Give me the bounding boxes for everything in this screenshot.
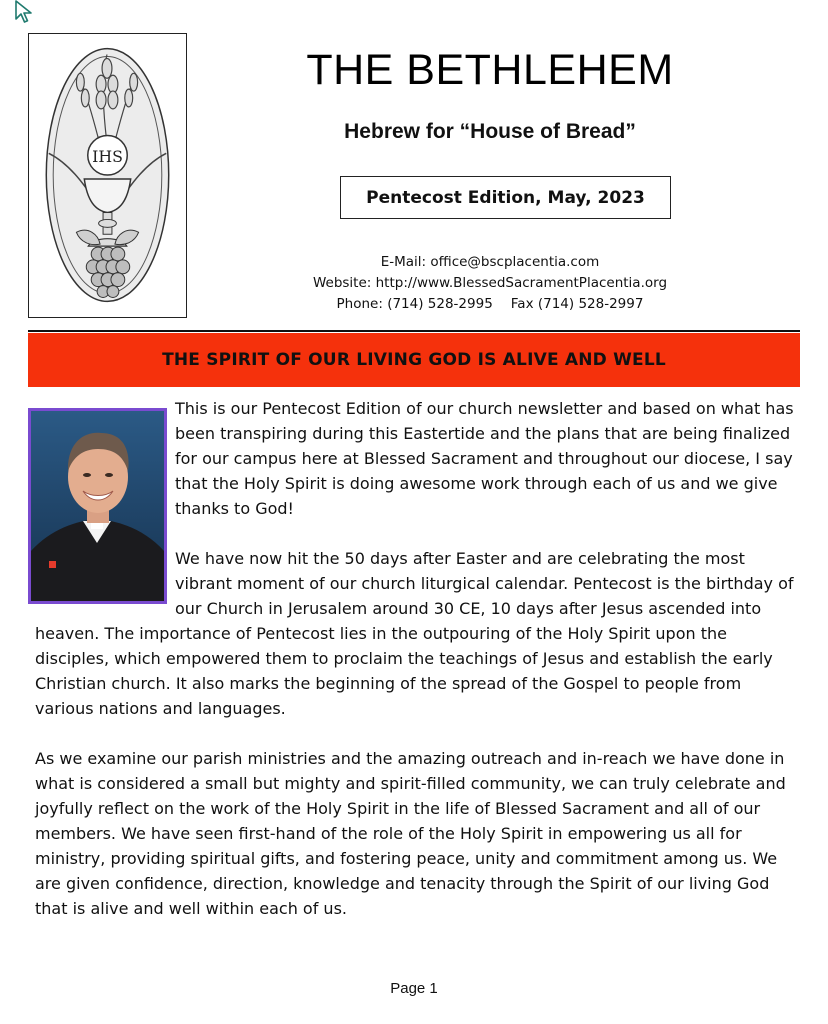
contact-fax: Fax (714) 528-2997	[510, 296, 644, 312]
section-divider	[28, 330, 800, 332]
parish-emblem-frame	[28, 33, 187, 318]
article-paragraph: This is our Pentecost Edition of our church newsletter and based on what has been transpiring during this Eastertide and the plans that are being finalized for our campus here at Blessed Sacrament and throughout our diocese, I say that the Holy Spirit is doing awesome work through each of us and we give thanks to God!	[175, 399, 794, 518]
newsletter-subtitle: Hebrew for “House of Bread”	[344, 120, 636, 143]
newsletter-title: THE BETHLEHEM	[306, 46, 674, 94]
article-headline: THE SPIRIT OF OUR LIVING GOD IS ALIVE AND WELL	[28, 333, 800, 387]
article-paragraph: As we examine our parish ministries and the amazing outreach and in-reach we have done in what is considered a small but mighty and spirit-filled community, we can truly celebrate and joyfully reflect on the work of the Holy Spirit in the life of Blessed Sacrament and all of our members. We have seen first-hand of the role of the Holy Spirit in empowering us all for ministry, providing spiritual gifts, and fostering peace, unity and commitment among us. We are given confidence, direction, knowledge and tenacity through the Spirit of our living God that is alive and well within each of us.	[35, 749, 786, 918]
ihs-monogram: IHS	[92, 147, 123, 167]
edition-label: Pentecost Edition, May, 2023	[340, 176, 671, 219]
contact-block	[256, 252, 724, 315]
article-body	[35, 396, 800, 946]
contact-website: Website: http://www.BlessedSacramentPlacentia.org	[312, 275, 668, 291]
contact-email: E-Mail: office@bscplacentia.com	[380, 254, 600, 270]
chalice-wheat-grapes-icon	[29, 34, 186, 317]
mouse-cursor-icon	[14, 0, 36, 24]
article-paragraph: We have now hit the 50 days after Easter and are celebrating the most vibrant moment of our church liturgical calendar. Pentecost is the birthday of our Church in Jerusalem around 30 CE, 10 days after Jesus ascended into heaven. The importance of Pentecost lies in the outpouring of the Holy Spirit upon the disciples, which empowered them to proclaim the teachings of Jesus and establish the early Christian church. It also marks the beginning of the spread of the Gospel to people from various nations and languages.	[35, 549, 794, 718]
page-number: Page 1	[390, 980, 438, 997]
contact-phone-fax	[256, 294, 724, 315]
contact-phone: Phone: (714) 528-2995	[336, 296, 493, 312]
